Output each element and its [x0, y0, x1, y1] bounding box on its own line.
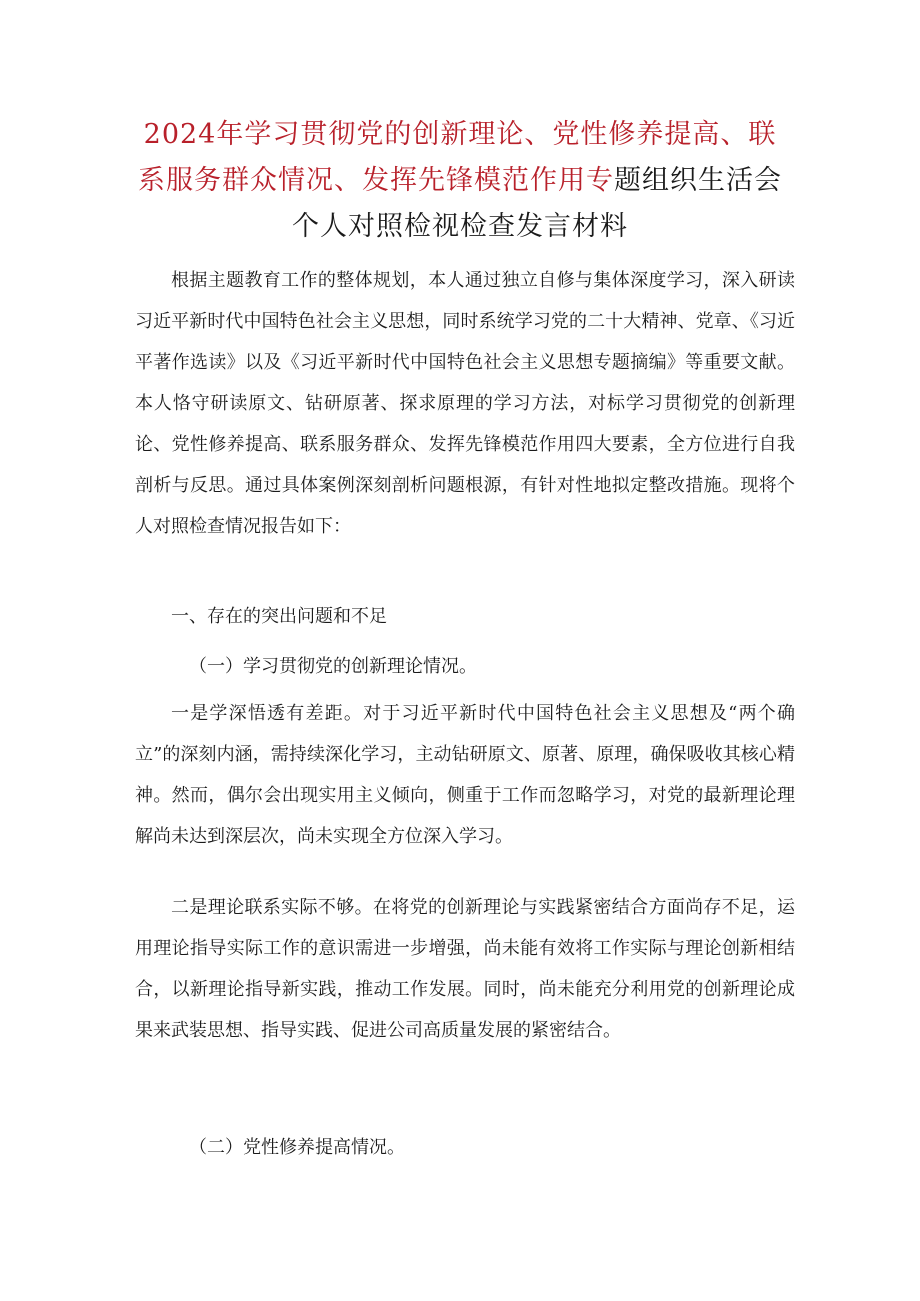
section-1-heading: 一、存在的突出问题和不足	[171, 606, 387, 627]
item-1-paragraph: 一是学深悟透有差距。对于习近平新时代中国特色社会主义思想及“两个确立”的深刻内涵，需持续深化学习，主动钻研原文、原著、原理，确保吸收其核心精神。然而，偶尔会出现实用主义倾向，侧重于工作而忽略学习，对党的最新理论理解尚未达到深层次，尚未实现全方位深入学习。	[135, 703, 795, 847]
title-black-part: 题组织生活会个人对照检视检查发言材料	[292, 165, 782, 242]
intro-paragraph: 根据主题教育工作的整体规划，本人通过独立自修与集体深度学习，深入研读习近平新时代中国特色社会主义思想，同时系统学习党的二十大精神、党章、《习近平著作选读》以及《习近平新时代中国特色社会主义思想专题摘编》等重要文献。本人恪守研读原文、钻研原著、探求原理的学习方法，对标学习贯彻党的创新理论、党性修养提高、联系服务群众、发挥先锋模范作用四大要素，全方位进行自我剖析与反思。通过具体案例深刻剖析问题根源，有针对性地拟定整改措施。现将个人对照检查情况报告如下：	[135, 270, 795, 537]
subsection-2-heading: （二）党性修养提高情况。	[189, 1137, 405, 1158]
title-red-part: 2024年学习贯彻党的创新理论、党性修养提高、联系服务群众情况、发挥先锋模范作用专	[138, 119, 777, 196]
item-2-paragraph: 二是理论联系实际不够。在将党的创新理论与实践紧密结合方面尚存不足，运用理论指导实际工作的意识需进一步增强，尚未能有效将工作实际与理论创新相结合，以新理论指导新实践，推动工作发展。同时，尚未能充分利用党的创新理论成果来武装思想、指导实践、促进公司高质量发展的紧密结合。	[135, 897, 795, 1041]
subsection-1-heading: （一）学习贯彻党的创新理论情况。	[189, 656, 477, 677]
document-title	[130, 112, 790, 250]
